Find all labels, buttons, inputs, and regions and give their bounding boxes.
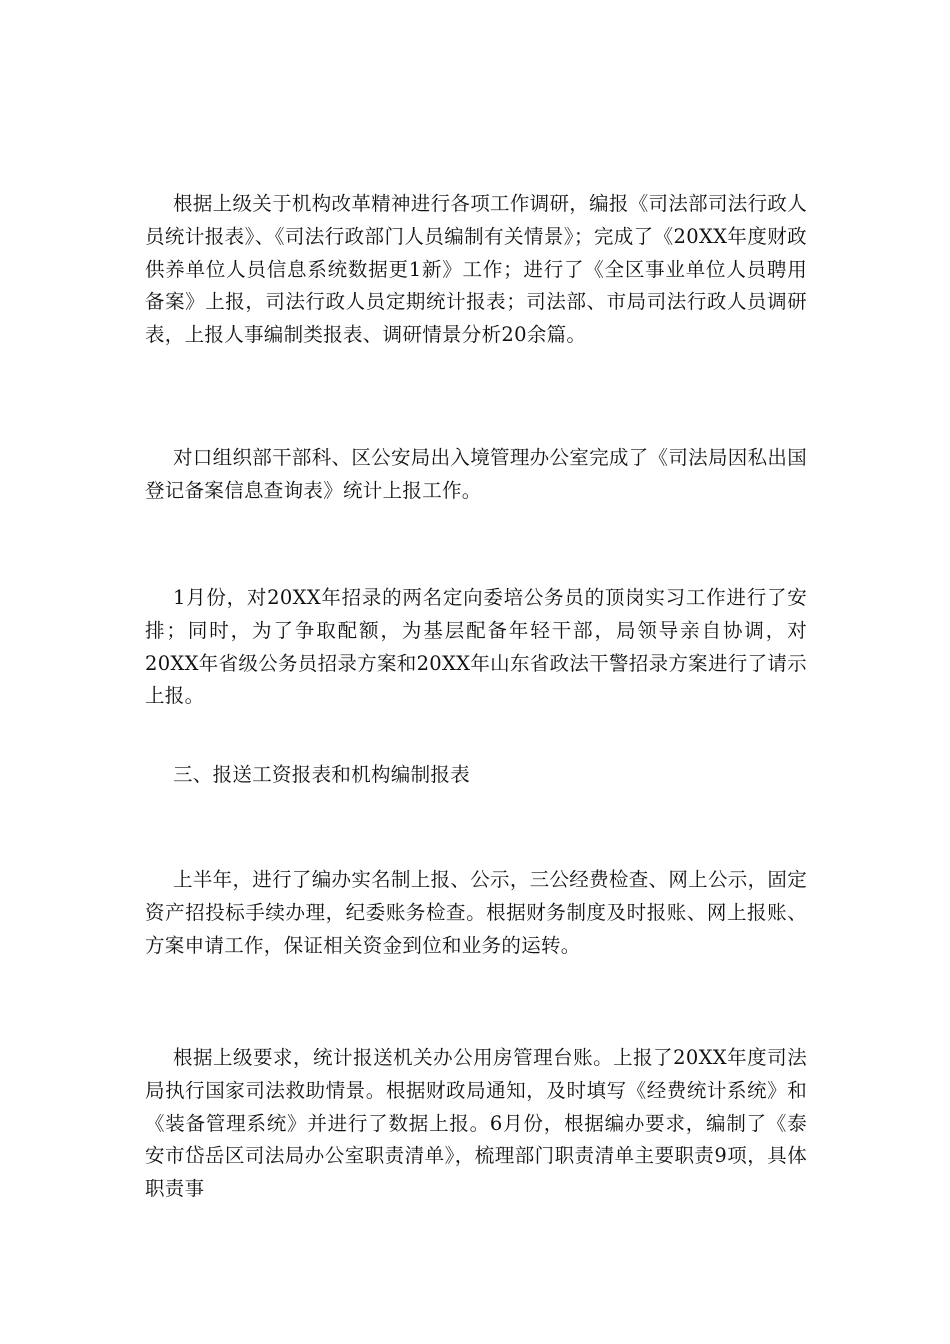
- paragraph-exit-entry-registration: 对口组织部干部科、区公安局出入境管理办公室完成了《司法局因私出国登记备案信息查询表》统计上报工作。: [145, 446, 807, 502]
- paragraph-civil-servant-recruitment: 1月份，对20XX年招录的两名定向委培公务员的顶岗实习工作进行了安排；同时，为了争取配额，为基层配备年轻干部，局领导亲自协调，对20XX年省级公务员招录方案和20XX年山东省政法干警招录方案进行了请示上报。: [145, 586, 807, 708]
- paragraph-statistics-reports: 根据上级关于机构改革精神进行各项工作调研，编报《司法部司法行政人员统计报表》、《司法行政部门人员编制有关情景》；完成了《20XX年度财政供养单位人员信息系统数据更1新》工作；进行了《全区事业单位人员聘用备案》上报，司法行政人员定期统计报表；司法部、市局司法行政人员调研表，上报人事编制类报表、调研情景分析20余篇。: [145, 192, 807, 347]
- paragraph-office-management: 根据上级要求，统计报送机关办公用房管理台账。上报了20XX年度司法局执行国家司法救助情景。根据财政局通知，及时填写《经费统计系统》和《装备管理系统》并进行了数据上报。6月份，根据编办要求，编制了《泰安市岱岳区司法局办公室职责清单》，梳理部门职责清单主要职责9项，具体职责事: [145, 1046, 807, 1201]
- paragraph-financial-work: 上半年，进行了编办实名制上报、公示，三公经费检查、网上公示，固定资产招投标手续办理，纪委账务检查。根据财务制度及时报账、网上报账、方案申请工作，保证相关资金到位和业务的运转。: [145, 868, 807, 957]
- section-heading-salary-reports: 三、报送工资报表和机构编制报表: [173, 763, 471, 786]
